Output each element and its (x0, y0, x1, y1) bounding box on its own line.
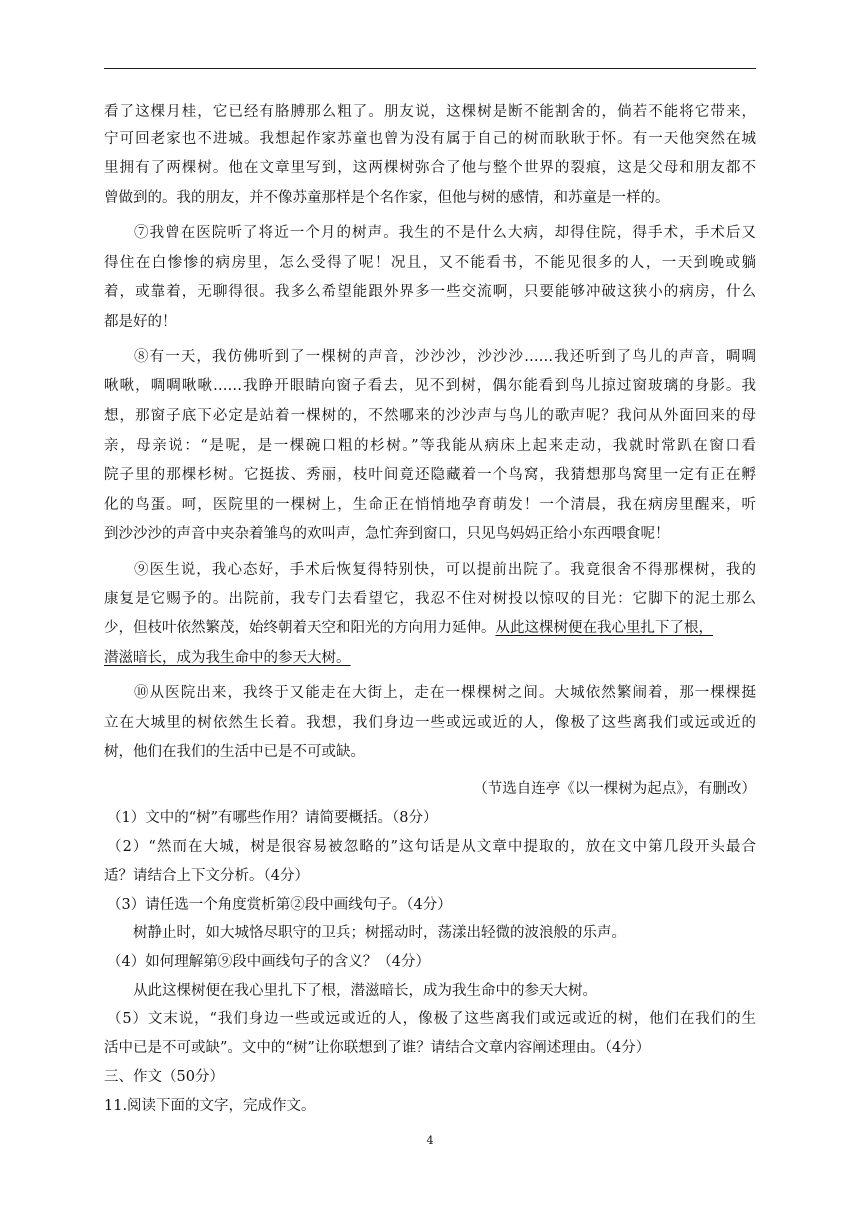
para9-line: ⑨医生说，我心态好，手术后恢复得特别快，可以提前出院了。我竟很舍不得那棵树，我的 (134, 562, 756, 578)
question-5-cont: 活中已是不可或缺”。文中的“树”让你联想到了谁？请结合文章内容阐述理由。（4分） (104, 1040, 651, 1056)
underlined-sentence: 潜滋暗长，成为我生命中的参天大树。 (104, 650, 351, 666)
question-2: （2）“然而在大城，树是很容易被忽略的”这句话是从文章中提取的，放在文中第几段开头最合 (107, 839, 756, 855)
question-11: 11.阅读下面的文字，完成作文。 (104, 1098, 316, 1114)
question-2-cont: 适？请结合上下文分析。（4分） (104, 868, 309, 884)
para8-line: 啾啾，啁啁啾啾……我睁开眼睛向窗子看去，见不到树，偶尔能看到鸟儿掠过窗玻璃的身影。我 (104, 378, 756, 394)
para8-line: 想，那窗子底下必定是站着一棵树的，不然哪来的沙沙声与鸟儿的歌声呢？我问从外面回来的母 (104, 408, 756, 424)
para7-line: 着，或靠着，无聊得很。我多么希望能跟外界多一些交流啊，只要能够冲破这狭小的病房，什么 (104, 284, 756, 300)
para10-line: 树，他们在我们的生活中已是不可或缺。 (104, 744, 365, 760)
para9-line (104, 647, 756, 669)
para8-line: 亲，母亲说：“是呢，是一棵碗口粗的杉树。”等我能从病床上起来走动，我就时常趴在窗口看 (104, 438, 756, 454)
para9-text: 少，但枝叶依然繁茂，始终朝着天空和阳光的方向用力延伸。 (104, 620, 496, 636)
para8-line: 院子里的那棵杉树。它挺拔、秀丽，枝叶间竟还隐藏着一个鸟窝，我猜想那鸟窝里一定有正在孵 (104, 467, 756, 483)
question-5: （5）文末说，“我们身边一些或远或近的人，像极了这些离我们或远或近的树，他们在我们的生 (107, 1011, 756, 1027)
para7-line: 得住在白惨惨的病房里，怎么受得了呢！况且，又不能看书，不能见很多的人，一天到晚或躺 (104, 255, 756, 271)
question-4-quote: 从此这棵树便在我心里扎下了根，潜滋暗长，成为我生命中的参天大树。 (133, 983, 597, 999)
para8-line: 到沙沙沙的声音中夹杂着雏鸟的欢叫声，急忙奔到窗口，只见鸟妈妈正给小东西喂食呢！ (104, 526, 670, 542)
para6-line: 看了这棵月桂，它已经有胳膊那么粗了。朋友说，这棵树是断不能割舍的，倘若不能将它带来， (104, 104, 756, 120)
para10-line: ⑩从医院出来，我终于又能走在大街上，走在一棵棵树之间。大城依然繁闹着，那一棵棵挺 (134, 685, 756, 701)
para10-line: 立在大城里的树依然生长着。我想，我们身边一些或远或近的人，像极了这些离我们或远或近的 (104, 715, 756, 731)
question-3-quote: 树静止时，如大城恪尽职守的卫兵；树摇动时，荡漾出轻微的波浪般的乐声。 (133, 925, 626, 941)
para8-line: ⑧有一天，我仿佛听到了一棵树的声音，沙沙沙，沙沙沙……我还听到了鸟儿的声音，啁啁 (134, 349, 756, 365)
para9-line: 康复是它赐予的。出院前，我专门去看望它，我忍不住对树投以惊叹的目光：它脚下的泥土那么 (104, 591, 756, 607)
page-number: 4 (426, 1134, 434, 1147)
header-rule (104, 68, 756, 69)
para9-line (104, 617, 756, 639)
para6-line: 宁可回老家也不进城。我想起作家苏童也曾为没有属于自己的树而耿耿于怀。有一天他突然在城 (104, 131, 756, 147)
question-3: （3）请任选一个角度赏析第②段中画线句子。（4分） (107, 897, 452, 913)
question-1: （1）文中的“树”有哪些作用？请简要概括。（8分） (107, 810, 438, 826)
para6-line: 曾做到的。我的朋友，并不像苏童那样是个名作家，但他与树的感情，和苏童是一样的。 (104, 190, 670, 206)
source-attribution: （节选自连亭《以一棵树为起点》，有删改） (473, 781, 756, 797)
para7-line: 都是好的！ (104, 314, 177, 330)
para6-line: 里拥有了两棵树。他在文章里写到，这两棵树弥合了他与整个世界的裂痕，这是父母和朋友都不 (104, 160, 756, 176)
para7-line: ⑦我曾在医院听了将近一个月的树声。我生的不是什么大病，却得住院，得手术，手术后又 (134, 225, 756, 241)
para8-line: 化的鸟蛋。呵，医院里的一棵树上，生命正在悄悄地孕育萌发！一个清晨，我在病房里醒来，听 (104, 497, 756, 513)
underlined-sentence: 从此这棵树便在我心里扎下了根， (495, 620, 713, 636)
section-heading: 三、作文（50分） (104, 1069, 224, 1085)
question-4: （4）如何理解第⑨段中画线句子的含义？（4分） (107, 954, 430, 970)
